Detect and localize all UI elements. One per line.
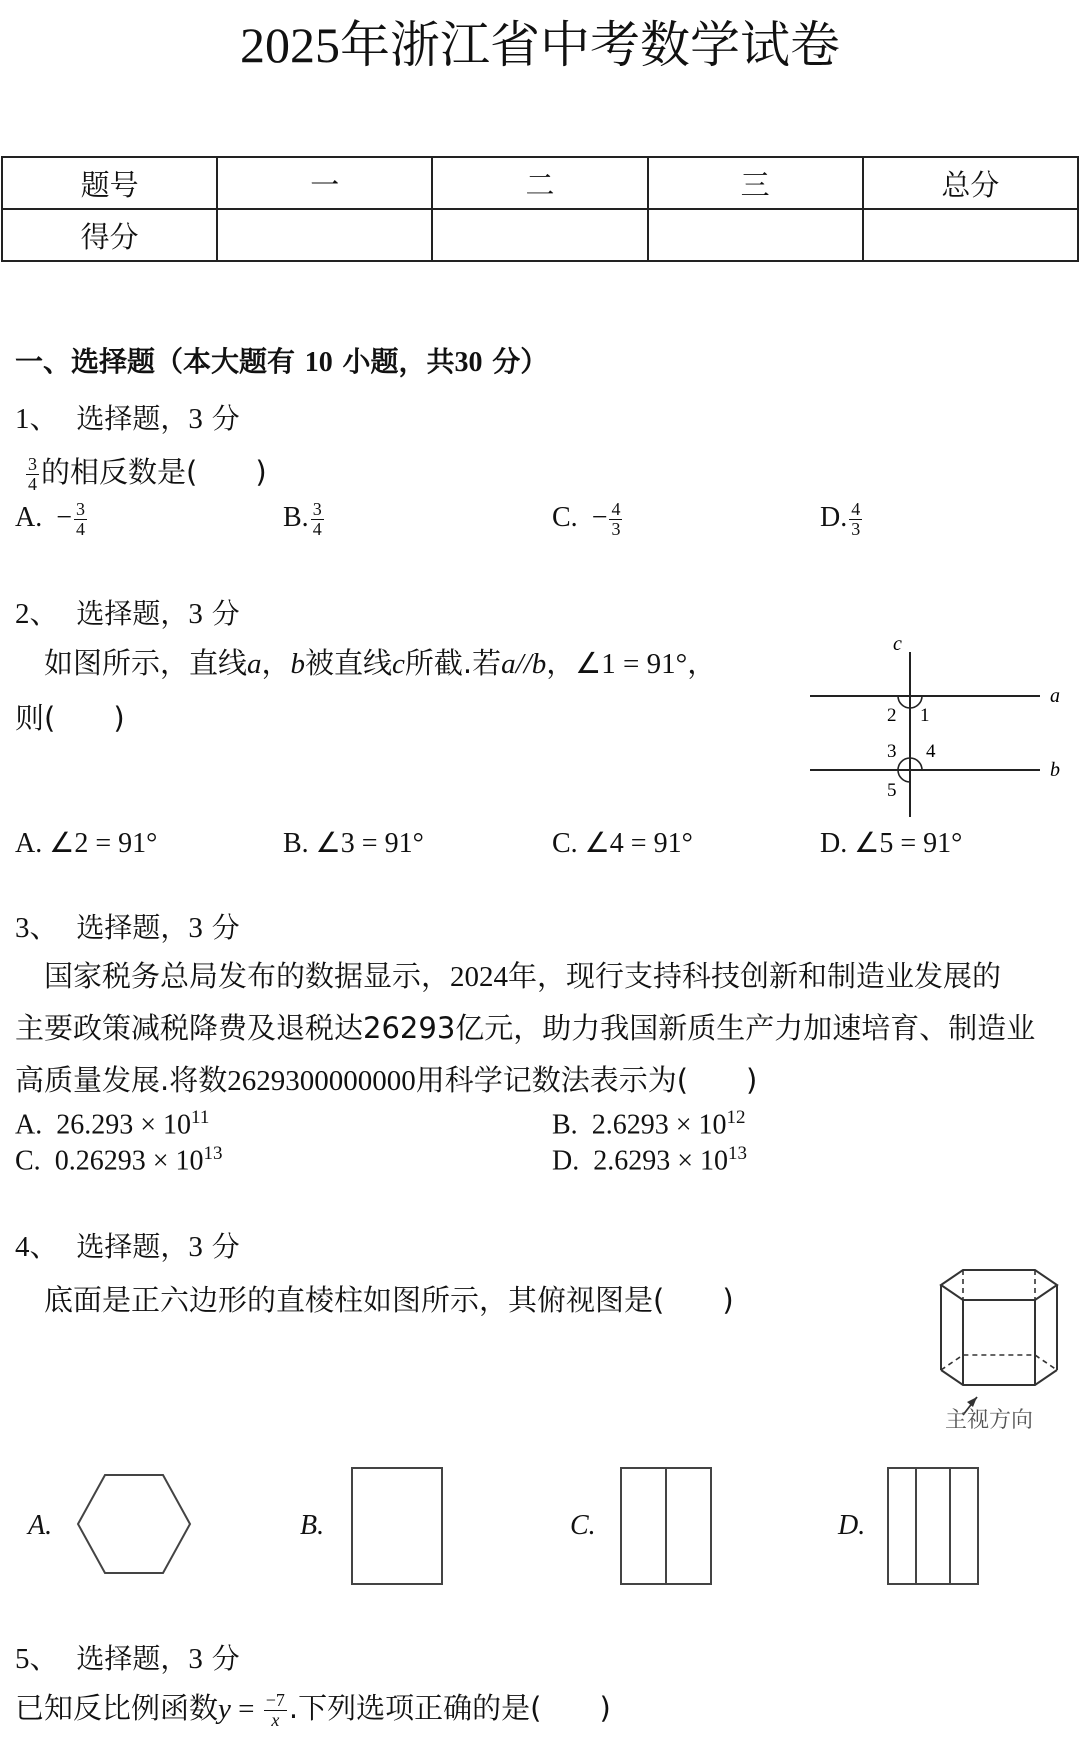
question-3-stem-line1: 国家税务总局发布的数据显示，2024年，现行支持科技创新和制造业发展的 (44, 959, 1002, 993)
label-b: b (1050, 759, 1060, 781)
hexagonal-prism-figure (935, 1265, 1075, 1430)
label-c: c (893, 633, 902, 655)
option-c[interactable]: C. ∠4 = 91° (552, 828, 693, 859)
question-3-stem-line2: 主要政策减税降费及退税达26293亿元，助力我国新质生产力加速培育、制造业 (15, 1011, 1036, 1045)
angle-label-1: 1 (920, 705, 930, 726)
angle-label-4: 4 (926, 741, 936, 762)
option-d-label[interactable]: D. (838, 1510, 866, 1541)
arrow-icon (967, 1397, 977, 1407)
fraction: $\frac{3}{4}$ (28, 453, 37, 494)
question-5-header: 5、 选择题，3 分 (15, 1642, 240, 1675)
score-cell (432, 209, 647, 261)
option-c-label[interactable]: C. (570, 1510, 596, 1541)
question-2-header: 2、 选择题，3 分 (15, 597, 240, 630)
option-b[interactable]: B. ∠3 = 91° (283, 828, 424, 859)
question-4-header: 4、 选择题，3 分 (15, 1230, 240, 1263)
question-3-header: 3、 选择题，3 分 (15, 911, 240, 944)
score-cell (217, 209, 432, 261)
prism-top-face (941, 1270, 1057, 1300)
option-c[interactable]: C. − $\frac{4}{3}$ (552, 499, 621, 539)
angle-label-2: 2 (887, 705, 897, 726)
question-2-stem-line2: 则( ) (15, 701, 125, 735)
header-cell: 题号 (2, 157, 217, 209)
option-a[interactable]: A. ∠2 = 91° (15, 828, 158, 859)
header-cell: 二 (432, 157, 647, 209)
option-b-label[interactable]: B. (300, 1510, 325, 1541)
option-c[interactable]: C. $0.26293 \times 10^{13}$ (15, 1143, 223, 1177)
score-table-header-row (2, 157, 1078, 209)
option-a[interactable]: A. − $\frac{3}{4}$ (15, 499, 86, 539)
parallel-lines-figure (800, 632, 1070, 822)
option-d[interactable]: D. $\frac{4}{3}$ (820, 499, 861, 539)
question-5-stem: 已知反比例函数y = $\frac{-7}{x}$ .下列选项正确的是( ) (15, 1689, 611, 1730)
option-b[interactable]: B. $2.6293 \times 10^{12}$ (552, 1107, 746, 1141)
option-d[interactable]: D. $2.6293 \times 10^{13}$ (552, 1143, 748, 1177)
score-table-score-row (2, 209, 1078, 261)
label-a: a (1050, 685, 1060, 707)
header-cell: 三 (648, 157, 863, 209)
score-table (1, 156, 1079, 262)
option-d[interactable]: D. ∠5 = 91° (820, 828, 963, 859)
question-1-header: 1、 选择题，3 分 (15, 402, 240, 435)
row-label: 得分 (2, 209, 217, 261)
option-c-rectangle-split[interactable] (619, 1466, 715, 1588)
view-direction-caption: 主视方向 (945, 1407, 1034, 1430)
option-b-rectangle[interactable] (350, 1466, 446, 1588)
angle-label-3: 3 (887, 741, 897, 762)
option-a[interactable]: A. $26.293 \times 10^{11}$ (15, 1107, 210, 1141)
score-cell (648, 209, 863, 261)
score-cell (863, 209, 1078, 261)
fraction: $\frac{-7}{x}$ (265, 1689, 285, 1730)
question-4-stem: 底面是正六边形的直棱柱如图所示，其俯视图是( ) (44, 1283, 734, 1317)
option-a-label[interactable]: A. (28, 1510, 53, 1541)
angle-arc-5 (898, 770, 910, 782)
option-d-rectangle-three[interactable] (886, 1466, 982, 1588)
header-cell: 一 (217, 157, 432, 209)
question-3-stem-line3: 高质量发展.将数2629300000000用科学记数法表示为( ) (15, 1063, 758, 1097)
section-heading: 一、选择题（本大题有 10 小题，共30 分） (15, 345, 549, 378)
question-1-stem: $\frac{3}{4}$ 的相反数是( ) (28, 453, 267, 494)
angle-label-5: 5 (887, 780, 897, 801)
option-a-hexagon[interactable] (76, 1467, 194, 1587)
option-b[interactable]: B. $\frac{3}{4}$ (283, 499, 322, 539)
page-title: 2025年浙江省中考数学试卷 (240, 16, 840, 74)
header-cell: 总分 (863, 157, 1078, 209)
question-2-stem: 如图所示，直线a，b被直线c所截.若a//b，∠1 = 91°， (44, 646, 717, 680)
